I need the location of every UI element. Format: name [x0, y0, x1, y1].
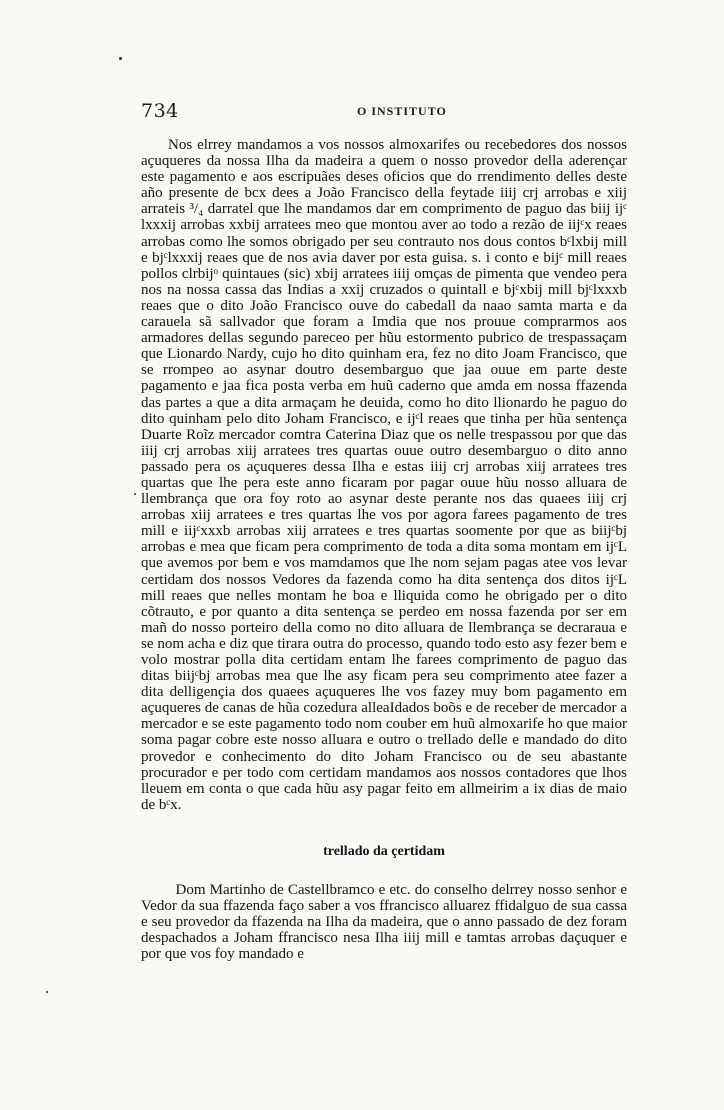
main-text-block — [141, 137, 627, 813]
paragraph-1: Nos elrrey mandamos a vos nossos almoxarifes ou recebedores dos nossos açuqueres da nossa Ilha da madeira a quem o nosso provedor della aderençar este pagamento e aos escripuães deses oficios que do rrendimento delles deste año presente de bcx dees a João Francisco della feytade iiij crj arrobas e xiij arrateis ³/₄ darratel que lhe mandamos dar em comprimento de paguo das biij ijᶜ lxxxij arrobas xxbij arratees meo que montou aver ao todo a rezão de iijᶜx reaes arrobas como lhe somos obrigado per seu contrauto nos dous contos bᶜlxbij mill e bjᶜlxxxij reaes que de nos avia daver por esta guisa. s. i conto e bijᶜ mill reaes pollos clrbijᵒ quintaues (sic) xbij arratees iiij omças de pimenta que vendeo pera nos na nossa cassa das Indias a xxij cruzados o quintall e bjᶜxbij mill bjᶜlxxxb reaes que o dito João Francisco ouve do cabedall da naao samta marta e da carauela sã sallvador que foram a Imdia que nos prouue comprarmos aos armadores dellas segundo pareceo per hũu estormento pubrico de trespassaçam que Lionardo Nardy, cujo ho dito quinham era, fez no dito Joam Francisco, que se rrompeo ao asynar doutro desembarguo que jaa ouue em parte deste pagamento e jaa fica posta verba em huũ caderno que amda em nossa ffazenda das partes a que a dita armaçam he deuida, como ho dito llionardo he paguo do dito quinham pelo dito Joham Francisco, e ijᶜl reaes que tinha per hũa sentença Duarte Roĩz mercador comtra Caterina Diaz que os nelle trespassou por que das iiij crj arrobas xiij arratees tres quartas ouue outro desembarguo o dito anno passado pera os açuqueres dessa Ilha e estas iiij crj arrobas xiij arratees tres quartas que lhe pera este anno ficaram por pagar ouue hũu nosso alluara de llembrança que ora foy roto ao asynar deste perante nos das quaees iiij crj arrobas xiij arratees e tres quartas lhe vos por agora farees pagamento de tres mill e iijᶜxxxb arrobas xiij arratees e tres quartas soomente por que as biijᶜbj arrobas e mea que ficam pera comprimento de toda a dita soma montam em ijᶜL que avemos por bem e vos mamdamos que lhe nom sejam pagas atee vos levar certidam dos nossos Vedores da fazenda como ha dita sentença dos ditos ijᶜL mill reaes que nelles montam he boa e lliquida como he obrigado per o dito cõtrauto, e por quanto a dita sentença se perdeo em nossa fazenda por ser em mañ do nosso porteiro della como no dito alluara de llembrança se decraraua e se nom acha e diz que tirara outra do processo, quando todo esto asy fezer bem e volo mostrar polla dita certidam entam lhe farees comprimento de paguo das ditas biijᶜbj arrobas mea que lhe asy ficam pera seu comprimento atee fazer a dita delligençia dos quaees açuqueres lhe vos fazey muy bom pagamento em açuqueres de canas de hũa cozedura alleaIdados boõs e de receber de mercador a mercador e se este pagamento todo nom couber em huũ almoxarife ho que maior soma pagar cobre este nosso alluara e outro o trellado delle e mandado do dito provedor e conhecimento do dito Joham Francisco ou de seu abastante procurador e per todo com certidam mandamos aos nossos contadores que lhos lleuem em conta o que cada hũu asy pagar feito em allmeirim a ix dias de maio de bᶜx. — [141, 137, 627, 813]
page-header — [141, 100, 627, 124]
running-title: O INSTITUTO — [357, 104, 447, 118]
print-speck — [119, 57, 122, 60]
section-title: trellado da çertidam — [323, 844, 445, 859]
page-number: 734 — [141, 100, 179, 122]
paragraph-2: Dom Martinho de Castellbramco e etc. do conselho delrrey nosso senhor e Vedor da sua ffazenda faço saber a vos ffrancisco alluarez ffidalguo de sua cassa e seu provedor da ffazenda na Ilha da madeira, que o anno passado de dez foram despachados a Joham ffrancisco nesa Ilha iiij mill e tamtas arrobas daçuquer e por que vos foy mandado e — [141, 882, 627, 963]
second-text-block — [141, 882, 627, 962]
print-speck — [46, 991, 48, 993]
print-speck — [134, 493, 136, 495]
